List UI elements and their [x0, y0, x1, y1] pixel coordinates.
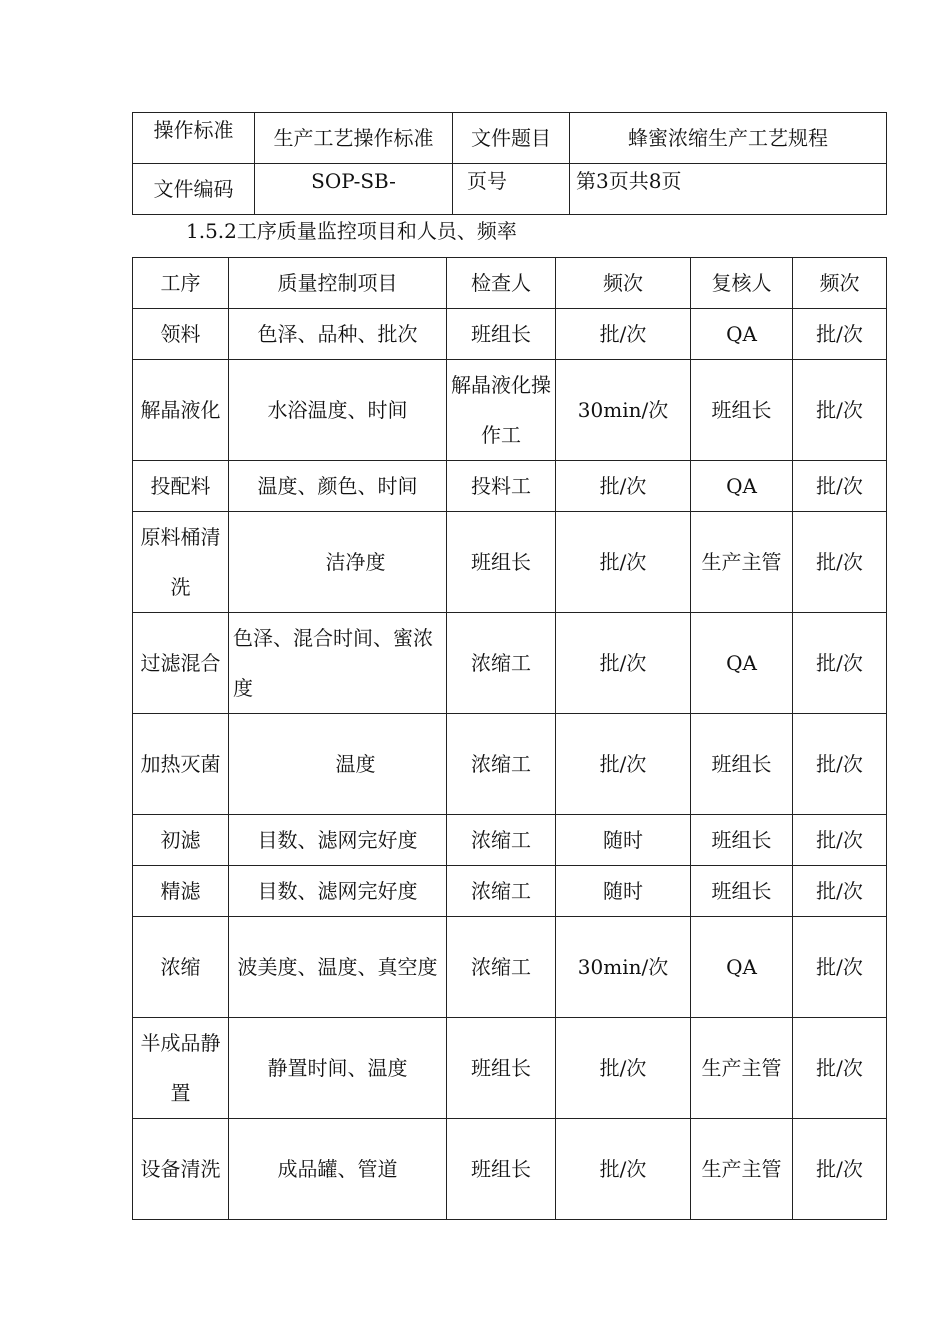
- cell-inspector: 浓缩工: [447, 815, 556, 866]
- cell-reviewer: 班组长: [691, 714, 793, 815]
- cell-frequency: 批/次: [556, 1119, 691, 1220]
- cell-frequency: 批/次: [556, 309, 691, 360]
- column-header: 复核人: [691, 258, 793, 309]
- cell-review-frequency: 批/次: [793, 360, 887, 461]
- cell-item: 水浴温度、时间: [229, 360, 447, 461]
- label-standard: 操作标准: [133, 113, 255, 164]
- cell-process: 浓缩: [133, 917, 229, 1018]
- cell-reviewer: QA: [691, 613, 793, 714]
- table-row: [133, 866, 887, 917]
- cell-review-frequency: 批/次: [793, 714, 887, 815]
- table-row: [133, 309, 887, 360]
- cell-process: 过滤混合: [133, 613, 229, 714]
- cell-reviewer: 班组长: [691, 815, 793, 866]
- cell-process: 设备清洗: [133, 1119, 229, 1220]
- column-header: 质量控制项目: [229, 258, 447, 309]
- cell-review-frequency: 批/次: [793, 917, 887, 1018]
- column-header: 频次: [556, 258, 691, 309]
- cell-review-frequency: 批/次: [793, 1018, 887, 1119]
- cell-frequency: 批/次: [556, 512, 691, 613]
- cell-inspector: 班组长: [447, 512, 556, 613]
- cell-frequency: 30min/次: [556, 360, 691, 461]
- cell-frequency: 批/次: [556, 714, 691, 815]
- cell-inspector: 班组长: [447, 309, 556, 360]
- cell-reviewer: 生产主管: [691, 1119, 793, 1220]
- column-header: 检查人: [447, 258, 556, 309]
- table-row: [133, 714, 887, 815]
- section-heading: 1.5.2工序质量监控项目和人员、频率: [186, 219, 517, 243]
- header-row: [133, 164, 887, 215]
- cell-inspector: 浓缩工: [447, 714, 556, 815]
- cell-item: 静置时间、温度: [229, 1018, 447, 1119]
- cell-item: 目数、滤网完好度: [229, 866, 447, 917]
- table-row: [133, 461, 887, 512]
- cell-process: 解晶液化: [133, 360, 229, 461]
- cell-frequency: 随时: [556, 815, 691, 866]
- cell-item: 温度: [229, 714, 447, 815]
- quality-control-table: [132, 257, 887, 1220]
- table-row: [133, 1119, 887, 1220]
- cell-item: 成品罐、管道: [229, 1119, 447, 1220]
- cell-frequency: 随时: [556, 866, 691, 917]
- cell-reviewer: QA: [691, 309, 793, 360]
- cell-frequency: 30min/次: [556, 917, 691, 1018]
- cell-review-frequency: 批/次: [793, 309, 887, 360]
- table-row: [133, 917, 887, 1018]
- cell-reviewer: QA: [691, 461, 793, 512]
- table-row: [133, 1018, 887, 1119]
- cell-frequency: 批/次: [556, 1018, 691, 1119]
- table-row: [133, 815, 887, 866]
- column-header: 工序: [133, 258, 229, 309]
- cell-review-frequency: 批/次: [793, 461, 887, 512]
- cell-inspector: 浓缩工: [447, 917, 556, 1018]
- cell-item: 目数、滤网完好度: [229, 815, 447, 866]
- cell-reviewer: 班组长: [691, 360, 793, 461]
- column-header: 频次: [793, 258, 887, 309]
- cell-process: 精滤: [133, 866, 229, 917]
- cell-item: 温度、颜色、时间: [229, 461, 447, 512]
- label-doc-code: 文件编码: [133, 164, 255, 215]
- cell-reviewer: 生产主管: [691, 1018, 793, 1119]
- cell-inspector: 班组长: [447, 1119, 556, 1220]
- cell-process: 加热灭菌: [133, 714, 229, 815]
- cell-review-frequency: 批/次: [793, 815, 887, 866]
- cell-frequency: 批/次: [556, 461, 691, 512]
- cell-inspector: 班组长: [447, 1018, 556, 1119]
- cell-review-frequency: 批/次: [793, 512, 887, 613]
- cell-inspector: 浓缩工: [447, 866, 556, 917]
- cell-reviewer: 生产主管: [691, 512, 793, 613]
- value-title: 蜂蜜浓缩生产工艺规程: [570, 113, 887, 164]
- cell-process: 半成品静置: [133, 1018, 229, 1119]
- cell-process: 领料: [133, 309, 229, 360]
- value-page: 第3页共8页: [570, 164, 887, 215]
- cell-review-frequency: 批/次: [793, 1119, 887, 1220]
- table-header-row: [133, 258, 887, 309]
- cell-process: 初滤: [133, 815, 229, 866]
- value-doc-code: SOP-SB-: [255, 164, 453, 215]
- table-row: [133, 613, 887, 714]
- cell-reviewer: QA: [691, 917, 793, 1018]
- cell-item: 洁净度: [229, 512, 447, 613]
- cell-inspector: 解晶液化操作工: [447, 360, 556, 461]
- cell-item: 色泽、混合时间、蜜浓度: [229, 613, 447, 714]
- value-standard: 生产工艺操作标准: [255, 113, 453, 164]
- table-row: [133, 360, 887, 461]
- document-header-table: [132, 112, 887, 215]
- cell-frequency: 批/次: [556, 613, 691, 714]
- table-row: [133, 512, 887, 613]
- label-title: 文件题目: [453, 113, 570, 164]
- cell-item: 波美度、温度、真空度: [229, 917, 447, 1018]
- cell-review-frequency: 批/次: [793, 866, 887, 917]
- cell-inspector: 投料工: [447, 461, 556, 512]
- cell-item: 色泽、品种、批次: [229, 309, 447, 360]
- header-row: [133, 113, 887, 164]
- cell-reviewer: 班组长: [691, 866, 793, 917]
- label-page: 页号: [453, 164, 570, 215]
- cell-inspector: 浓缩工: [447, 613, 556, 714]
- cell-process: 原料桶清洗: [133, 512, 229, 613]
- cell-review-frequency: 批/次: [793, 613, 887, 714]
- cell-process: 投配料: [133, 461, 229, 512]
